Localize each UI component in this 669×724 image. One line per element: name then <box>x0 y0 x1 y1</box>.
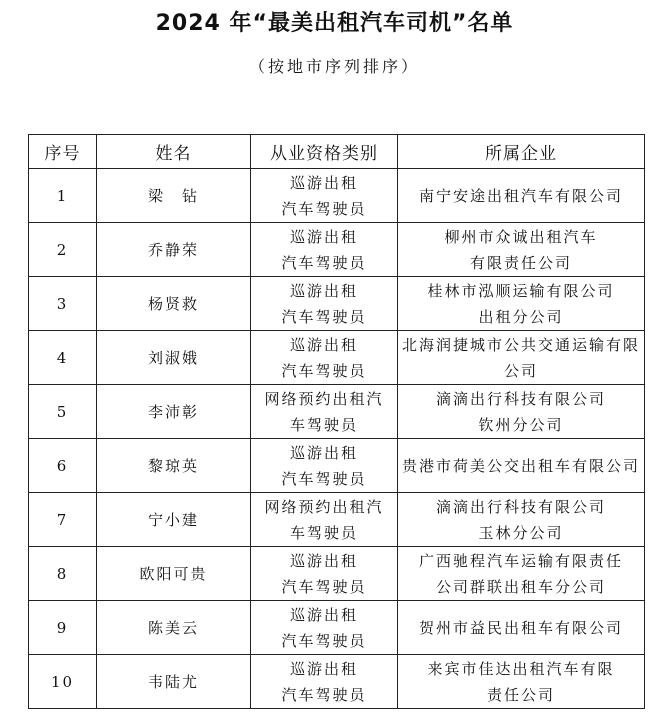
cell-no: 6 <box>29 439 97 493</box>
company-line: 滴滴出行科技有限公司 <box>435 497 606 516</box>
table-row <box>29 169 645 223</box>
cell-company <box>398 331 645 385</box>
table-row <box>29 493 645 547</box>
cell-category <box>251 493 398 547</box>
cell-name: 李沛彰 <box>97 385 251 439</box>
cell-no: 4 <box>29 331 97 385</box>
cell-name: 杨贤救 <box>97 277 251 331</box>
company-line: 贺州市益民出租车有限公司 <box>418 618 623 637</box>
column-header-no: 序号 <box>29 135 97 169</box>
table-header-row <box>29 135 645 169</box>
category-line: 网络预约出租汽 <box>264 497 384 516</box>
cell-name: 韦陆尤 <box>97 655 251 709</box>
cell-company <box>398 655 645 709</box>
category-line: 巡游出租 <box>289 551 358 570</box>
cell-company <box>398 277 645 331</box>
cell-category <box>251 601 398 655</box>
category-line: 汽车驾驶员 <box>281 253 367 272</box>
cell-name: 欧阳可贵 <box>97 547 251 601</box>
column-header-name: 姓名 <box>97 135 251 169</box>
category-line: 汽车驾驶员 <box>281 199 367 218</box>
cell-category <box>251 439 398 493</box>
cell-name: 陈美云 <box>97 601 251 655</box>
cell-no: 8 <box>29 547 97 601</box>
company-line: 广西驰程汽车运输有限责任 <box>418 551 623 570</box>
cell-company <box>398 169 645 223</box>
cell-category <box>251 331 398 385</box>
cell-category <box>251 655 398 709</box>
cell-name: 刘淑娥 <box>97 331 251 385</box>
cell-no: 3 <box>29 277 97 331</box>
cell-company <box>398 223 645 277</box>
table-body <box>29 169 645 709</box>
table-row <box>29 547 645 601</box>
category-line: 巡游出租 <box>289 227 358 246</box>
category-line: 网络预约出租汽 <box>264 389 384 408</box>
category-line: 车驾驶员 <box>289 415 358 434</box>
cell-category <box>251 277 398 331</box>
category-line: 巡游出租 <box>289 659 358 678</box>
company-line: 柳州市众诚出租汽车 <box>444 227 598 246</box>
cell-no: 5 <box>29 385 97 439</box>
company-line: 来宾市佳达出租汽车有限 <box>427 659 615 678</box>
category-line: 巡游出租 <box>289 173 358 192</box>
category-line: 车驾驶员 <box>289 523 358 542</box>
company-line: 北海润捷城市公共交通运输有限 <box>402 335 641 354</box>
table-row <box>29 601 645 655</box>
company-line: 责任公司 <box>486 685 555 704</box>
cell-company <box>398 493 645 547</box>
company-line: 南宁安途出租汽车有限公司 <box>418 186 623 205</box>
column-header-category: 从业资格类别 <box>251 135 398 169</box>
cell-name: 乔静荣 <box>97 223 251 277</box>
cell-name: 宁小建 <box>97 493 251 547</box>
category-line: 巡游出租 <box>289 443 358 462</box>
company-line: 有限责任公司 <box>469 253 572 272</box>
company-line: 滴滴出行科技有限公司 <box>435 389 606 408</box>
page-subtitle: （按地市序列排序） <box>248 57 420 76</box>
cell-category <box>251 547 398 601</box>
cell-no: 1 <box>29 169 97 223</box>
category-line: 汽车驾驶员 <box>281 361 367 380</box>
page-title: 2024 年“最美出租汽车司机”名单 <box>155 11 514 36</box>
cell-name: 黎琼英 <box>97 439 251 493</box>
table-row <box>29 223 645 277</box>
cell-category <box>251 223 398 277</box>
table-row <box>29 439 645 493</box>
table-row <box>29 277 645 331</box>
cell-company <box>398 385 645 439</box>
category-line: 巡游出租 <box>289 281 358 300</box>
cell-no: 10 <box>29 655 97 709</box>
category-line: 汽车驾驶员 <box>281 469 367 488</box>
company-line: 钦州分公司 <box>478 415 564 434</box>
company-line: 出租分公司 <box>478 307 564 326</box>
category-line: 巡游出租 <box>289 335 358 354</box>
driver-list-table <box>28 134 645 709</box>
company-line: 玉林分公司 <box>478 523 564 542</box>
company-line: 桂林市泓顺运输有限公司 <box>427 281 615 300</box>
table-row <box>29 655 645 709</box>
category-line: 汽车驾驶员 <box>281 577 367 596</box>
cell-name: 梁 钻 <box>97 169 251 223</box>
cell-category <box>251 169 398 223</box>
table-row <box>29 331 645 385</box>
table-row <box>29 385 645 439</box>
cell-no: 7 <box>29 493 97 547</box>
cell-company <box>398 439 645 493</box>
category-line: 汽车驾驶员 <box>281 307 367 326</box>
cell-company <box>398 601 645 655</box>
column-header-company: 所属企业 <box>398 135 645 169</box>
cell-no: 2 <box>29 223 97 277</box>
category-line: 汽车驾驶员 <box>281 685 367 704</box>
cell-category <box>251 385 398 439</box>
cell-no: 9 <box>29 601 97 655</box>
category-line: 巡游出租 <box>289 605 358 624</box>
company-line: 公司群联出租车分公司 <box>435 577 606 596</box>
category-line: 汽车驾驶员 <box>281 631 367 650</box>
cell-company <box>398 547 645 601</box>
company-line: 贵港市荷美公交出租车有限公司 <box>402 456 641 475</box>
company-line: 公司 <box>503 361 538 380</box>
